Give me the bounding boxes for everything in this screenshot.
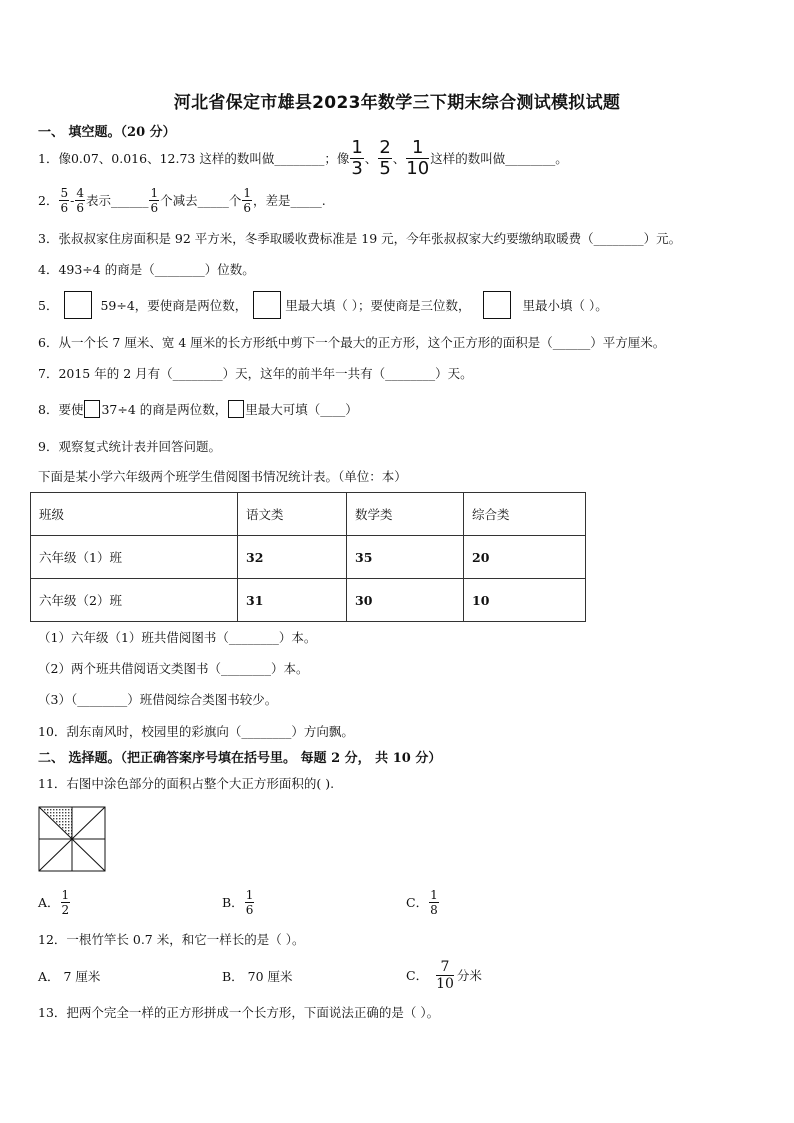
option-label: C．	[406, 895, 429, 910]
option-c[interactable]	[406, 955, 482, 995]
fraction-1-6-a: $\frac{1}{6}$	[150, 185, 159, 215]
section-choice-heading: 二、 选择题。（把正确答案序号填在括号里。 每题 2 分， 共 10 分）	[38, 751, 442, 766]
option-label: A．	[38, 895, 60, 910]
table-header-cell: 班级	[31, 493, 238, 536]
option-a[interactable]	[38, 885, 71, 919]
question-2	[38, 183, 326, 217]
question-13: 13．把两个完全一样的正方形拼成一个长方形，下面说法正确的是（ ）。	[38, 1005, 440, 1020]
table-caption: 下面是某小学六年级两个班学生借阅图书情况统计表。（单位：本）	[38, 469, 407, 484]
q8-text-c: 里最大可填（____）	[245, 402, 358, 417]
table-header-row	[31, 493, 586, 536]
option-a[interactable]: A． 7 厘米	[38, 969, 101, 984]
answer-box[interactable]	[64, 291, 92, 319]
reading-stats-table	[30, 492, 586, 622]
question-5	[38, 290, 608, 320]
question-1	[38, 136, 568, 179]
q5-text-a: 59÷4，要使商是两位数，	[100, 298, 248, 313]
table-header-cell: 综合类	[464, 493, 586, 536]
table-row	[31, 579, 586, 622]
section-fill-blank-heading: 一、 填空题。（20 分）	[38, 125, 176, 140]
q1-sep2: 、	[392, 151, 406, 166]
question-9-1: （1）六年级（1）班共借阅图书（________）本。	[38, 630, 317, 645]
question-7: 7．2015 年的 2 月有（________）天，这年的前半年一共有（________）天。	[38, 366, 473, 381]
q5-text-c: 里最小填（ ）。	[522, 298, 608, 313]
minus-sign: -	[70, 192, 75, 208]
page-title: 河北省保定市雄县2023年数学三下期末综合测试模拟试题	[173, 93, 621, 113]
table-cell: 35	[347, 536, 464, 579]
question-9-2: （2）两个班共借阅语文类图书（________）本。	[38, 661, 309, 676]
option-label: B．	[222, 895, 244, 910]
q2-number: 2．	[38, 193, 59, 208]
table-cell: 20	[464, 536, 586, 579]
table-header-cell: 数学类	[347, 493, 464, 536]
answer-box[interactable]	[84, 400, 100, 418]
table-cell: 30	[347, 579, 464, 622]
table-cell: 31	[238, 579, 347, 622]
table-cell: 六年级（1）班	[31, 536, 238, 579]
fraction-4-6: $\frac{4}{6}$	[76, 185, 84, 215]
shaded-square-figure	[38, 806, 108, 872]
question-4: 4．493÷4 的商是（________）位数。	[38, 262, 255, 277]
q5-text-b: 里最大填（ ）；要使商是三位数，	[285, 298, 471, 313]
table-cell: 六年级（2）班	[31, 579, 238, 622]
q2-text-c: 个减去_____个	[160, 193, 242, 208]
q1-text-b: 这样的数叫做________。	[430, 151, 568, 166]
question-10: 10．刮东南风时，校园里的彩旗向（________）方向飘。	[38, 724, 354, 739]
fraction-2-5: $\frac{2}{5}$	[379, 136, 391, 179]
table-header-cell: 语文类	[238, 493, 347, 536]
answer-box[interactable]	[228, 400, 244, 418]
q2-text-b: 表示______	[85, 193, 149, 208]
fraction-7-10: $\frac{7}{10}$	[436, 958, 454, 992]
question-3: 3．张叔叔家住房面积是 92 平方米，冬季取暖收费标准是 19 元，今年张叔叔家大约要缴纳取暖费（________）元。	[38, 231, 682, 246]
option-c[interactable]	[406, 885, 440, 919]
fraction-1-8: $\frac{1}{8}$	[430, 887, 438, 917]
question-12: 12．一根竹竿长 0.7 米，和它一样长的是（ ）。	[38, 932, 305, 947]
q1-text-a: 1．像0.07、0.016、12.73 这样的数叫做________；像	[38, 151, 350, 166]
fraction-1-6: $\frac{1}{6}$	[245, 887, 254, 917]
q1-sep1: 、	[364, 151, 378, 166]
q2-text-d: ，差是_____.	[253, 193, 326, 208]
fraction-1-10: $\frac{1}{10}$	[406, 136, 430, 179]
q8-text-a: 8．要使	[38, 402, 84, 417]
option-label: C．	[406, 968, 429, 983]
fraction-5-6: $\frac{5}{6}$	[60, 185, 69, 215]
q8-text-b: 37÷4 的商是两位数，	[101, 402, 228, 417]
q5-number: 5．	[38, 298, 59, 313]
question-11: 11．右图中涂色部分的面积占整个大正方形面积的( ).	[38, 776, 335, 791]
table-cell: 10	[464, 579, 586, 622]
question-8	[38, 398, 358, 420]
fraction-1-2: $\frac{1}{2}$	[61, 887, 70, 917]
fraction-1-3: $\frac{1}{3}$	[351, 136, 363, 179]
question-9: 9．观察复式统计表并回答问题。	[38, 439, 221, 454]
table-row	[31, 536, 586, 579]
answer-box[interactable]	[253, 291, 281, 319]
unit-label: 分米	[456, 968, 482, 983]
option-b[interactable]	[222, 885, 255, 919]
question-9-3: （3）（________）班借阅综合类图书较少。	[38, 692, 278, 707]
answer-box[interactable]	[483, 291, 511, 319]
table-cell: 32	[238, 536, 347, 579]
option-b[interactable]: B． 70 厘米	[222, 969, 293, 984]
question-6: 6．从一个长 7 厘米、宽 4 厘米的长方形纸中剪下一个最大的正方形，这个正方形的面积是（______）平方厘米。	[38, 335, 666, 350]
fraction-1-6-b: $\frac{1}{6}$	[243, 185, 252, 215]
